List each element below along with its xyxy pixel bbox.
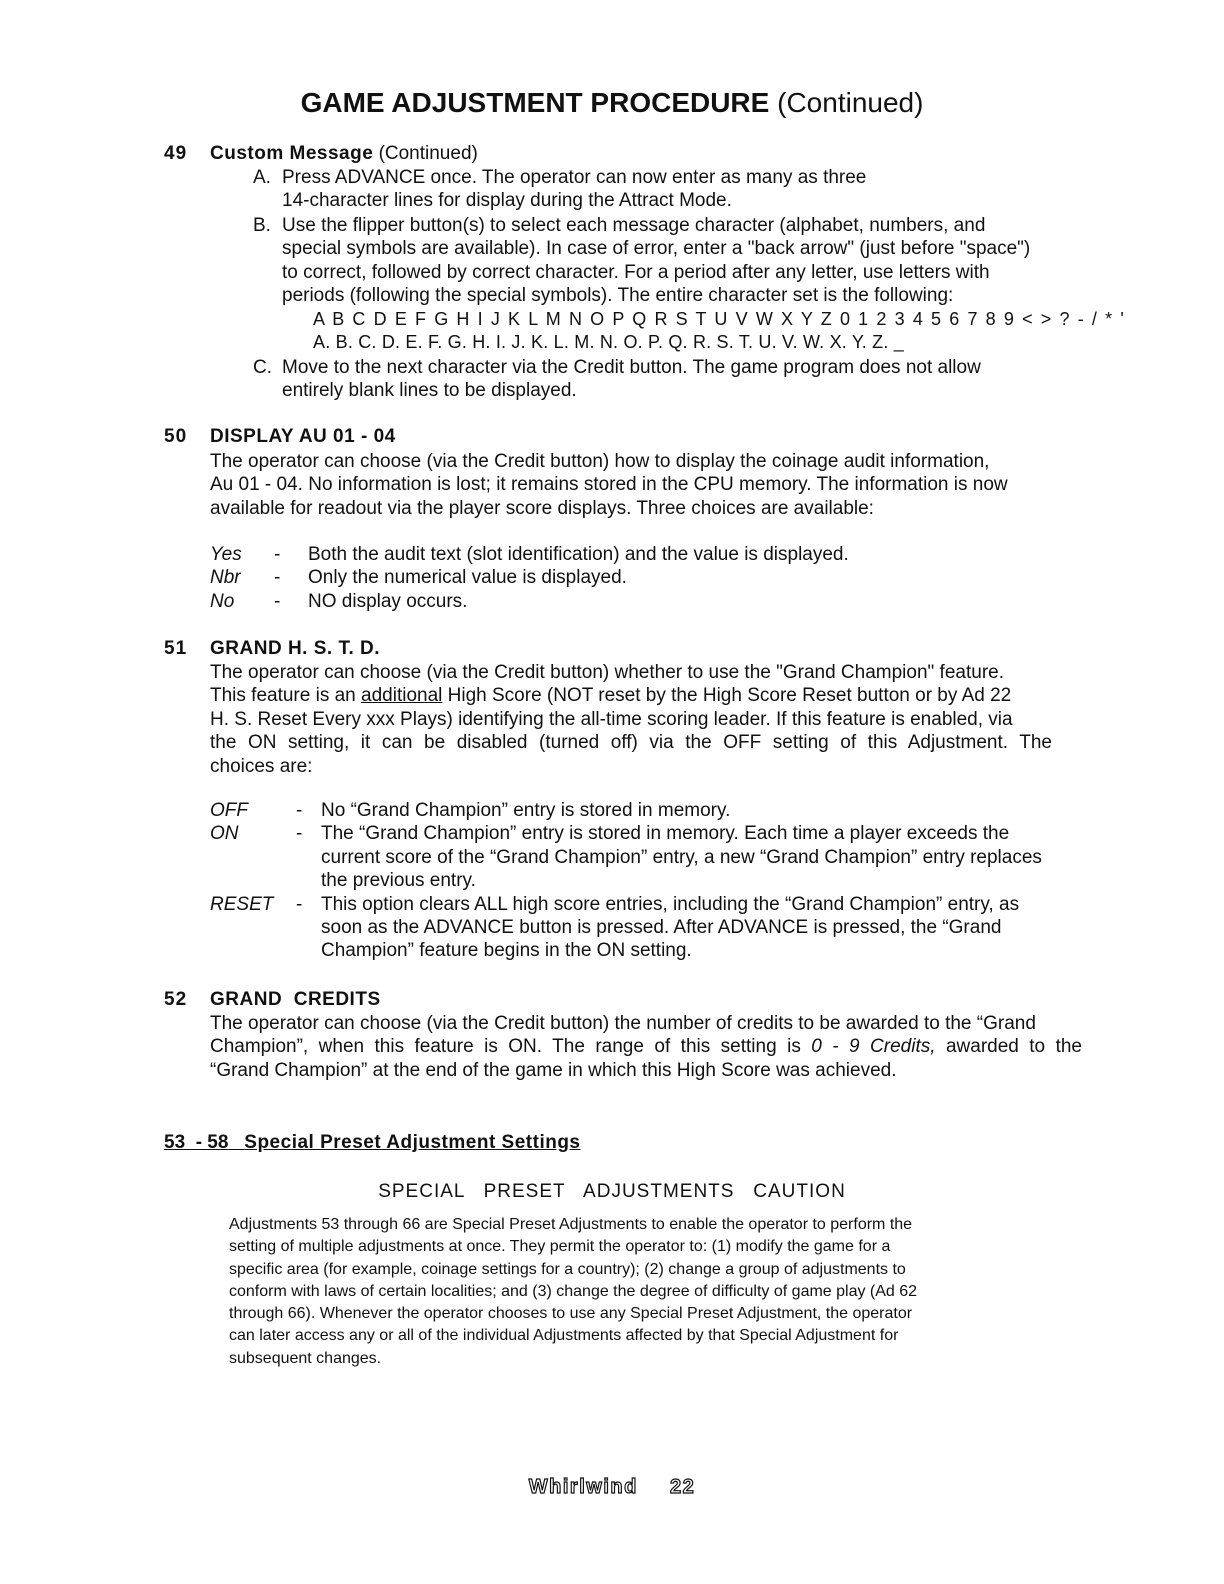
option-label: OFF <box>210 800 248 821</box>
caution-line: setting of multiple adjustments at once. They permit the operator to: (1) modify the game for a <box>229 1238 891 1256</box>
section-52-line: The operator can choose (via the Credit button) the number of credits to be awarded to the “Grand <box>210 1013 1036 1034</box>
section-52-body <box>210 1012 1082 1082</box>
item-b-line: special symbols are available). In case of error, enter a "back arrow" (just before "space") <box>282 238 1031 260</box>
option-text <box>321 799 730 822</box>
item-c-label: C. <box>253 357 272 378</box>
option-dash: - <box>274 567 281 589</box>
option-text: Only the numerical value is displayed. <box>308 567 627 589</box>
section-50-heading: DISPLAY AU 01 - 04 <box>210 426 396 447</box>
credits-range: 0 - 9 Credits, <box>811 1036 936 1058</box>
item-a-label: A. <box>253 167 271 188</box>
option-text: Both the audit text (slot identification) and the value is displayed. <box>308 544 849 565</box>
page-title-suffix: (Continued) <box>777 87 924 118</box>
caution-line: conform with laws of certain localities; and (3) change the degree of difficulty of game play (Ad 62 <box>229 1282 918 1300</box>
caution-body <box>229 1214 1019 1370</box>
item-b-label: B. <box>253 215 271 236</box>
section-52-line2-pre: Champion”, when this feature is ON. The range of this setting is <box>210 1036 812 1058</box>
section-51-line: The operator can choose (via the Credit button) whether to use the "Grand Champion" feature. <box>210 662 1004 683</box>
caution-line: specific area (for example, coinage settings for a country); (2) change a group of adjustments to <box>229 1260 906 1278</box>
section-52-line2-post: awarded to the <box>935 1036 1082 1058</box>
section-52-line: “Grand Champion” at the end of the game in which this High Score was achieved. <box>210 1059 897 1081</box>
caution-title: SPECIAL PRESET ADJUSTMENTS CAUTION <box>378 1181 846 1202</box>
section-51-line2-pre: This feature is an <box>210 685 362 707</box>
item-a-line: 14-character lines for display during the Attract Mode. <box>282 190 732 212</box>
option-row <box>210 590 1010 613</box>
option-row <box>210 822 1090 892</box>
item-c-line: entirely blank lines to be displayed. <box>282 380 577 402</box>
option-line: soon as the ADVANCE button is pressed. After ADVANCE is pressed, the “Grand <box>321 917 1002 939</box>
section-49-heading <box>210 142 478 166</box>
option-dash: - <box>296 893 303 915</box>
option-label: Nbr <box>210 567 241 589</box>
option-line: The “Grand Champion” entry is stored in memory. Each time a player exceeds the <box>321 823 1010 845</box>
item-b-line: Use the flipper button(s) to select each message character (alphabet, numbers, and <box>282 215 986 236</box>
section-49-title: Custom Message <box>210 143 374 164</box>
section-51-number: 51 <box>164 638 188 659</box>
option-line: the previous entry. <box>321 870 476 892</box>
section-51-options <box>210 799 1090 963</box>
page-title-bold: GAME ADJUSTMENT PROCEDURE <box>300 87 770 118</box>
emphasis-additional: additional <box>361 685 443 707</box>
section-49-suffix: (Continued) <box>378 143 478 164</box>
option-text <box>321 893 1019 963</box>
section-51-line2-post: High Score (NOT reset by the High Score Reset button or by Ad 22 <box>442 685 1012 707</box>
option-dash: - <box>296 800 303 821</box>
section-50-body <box>210 450 1082 520</box>
charset-line-1: A B C D E F G H I J K L M N O P Q R S T U V W X Y Z 0 1 2 3 4 5 6 7 8 9 < > ? - / * ' <box>313 309 1126 329</box>
item-b-line: periods (following the special symbols). The entire character set is the following: <box>282 285 954 307</box>
option-row <box>210 799 1090 822</box>
option-dash: - <box>274 544 281 565</box>
section-51-line <box>210 684 1052 707</box>
option-dash: - <box>274 590 281 612</box>
page-footer <box>0 1476 1224 1499</box>
item-b-text <box>282 214 1082 308</box>
caution-line: subsequent changes. <box>229 1349 382 1367</box>
option-text <box>321 822 1042 892</box>
item-a-text <box>282 166 1062 213</box>
section-50-line: The operator can choose (via the Credit button) how to display the coinage audit information, <box>210 451 990 472</box>
section-51-line: the ON setting, it can be disabled (turned off) via the OFF setting of this Adjustment. The <box>210 732 1052 754</box>
section-53-range: 53 - 58 <box>164 1132 229 1153</box>
section-50-line: Au 01 - 04. No information is lost; it remains stored in the CPU memory. The information is now <box>210 474 1008 496</box>
option-line: No “Grand Champion” entry is stored in memory. <box>321 800 731 821</box>
item-a-line: Press ADVANCE once. The operator can now enter as many as three <box>282 167 867 188</box>
section-50-line: available for readout via the player score displays. Three choices are available: <box>210 497 874 519</box>
section-53-heading <box>164 1131 581 1155</box>
option-row <box>210 543 1010 566</box>
option-dash: - <box>296 823 303 845</box>
option-line: current score of the “Grand Champion” entry, a new “Grand Champion” entry replaces <box>321 846 1042 868</box>
option-row <box>210 893 1090 963</box>
section-52-line <box>210 1035 1082 1058</box>
option-label: ON <box>210 823 239 845</box>
option-row <box>210 566 1010 589</box>
option-text: NO display occurs. <box>308 590 468 612</box>
option-line: Champion” feature begins in the ON setting. <box>321 940 692 962</box>
section-52-heading: GRAND CREDITS <box>210 989 381 1010</box>
page-title <box>0 86 1224 120</box>
footer-page-number: 22 <box>669 1476 696 1498</box>
footer-game-name: Whirlwind <box>528 1476 638 1498</box>
section-51-line: H. S. Reset Every xxx Plays) identifying the all-time scoring leader. If this feature is enabled, via <box>210 708 1013 730</box>
item-b-line: to correct, followed by correct character. For a period after any letter, use letters with <box>282 261 990 283</box>
option-label: No <box>210 590 235 612</box>
caution-line: through 66). Whenever the operator chooses to use any Special Preset Adjustment, the operator <box>229 1305 913 1323</box>
section-49-number: 49 <box>164 143 188 164</box>
section-50-number: 50 <box>164 426 188 447</box>
section-51-heading: GRAND H. S. T. D. <box>210 638 381 659</box>
section-51-body <box>210 661 1052 778</box>
option-line: This option clears ALL high score entries, including the “Grand Champion” entry, as <box>321 893 1020 915</box>
section-50-options <box>210 543 1010 613</box>
section-53-title: Special Preset Adjustment Settings <box>244 1132 581 1153</box>
option-label: Yes <box>210 544 242 565</box>
charset-line-2: A. B. C. D. E. F. G. H. I. J. K. L. M. N. O. P. Q. R. S. T. U. V. W. X. Y. Z. _ <box>313 332 904 352</box>
item-c-text <box>282 356 1062 403</box>
section-52-number: 52 <box>164 989 188 1010</box>
section-51-line: choices are: <box>210 755 313 777</box>
caution-line: can later access any or all of the individual Adjustments affected by that Special Adjustment for <box>229 1327 899 1345</box>
item-c-line: Move to the next character via the Credit button. The game program does not allow <box>282 357 981 378</box>
option-label: RESET <box>210 893 274 915</box>
caution-line: Adjustments 53 through 66 are Special Preset Adjustments to enable the operator to perform the <box>229 1216 913 1233</box>
